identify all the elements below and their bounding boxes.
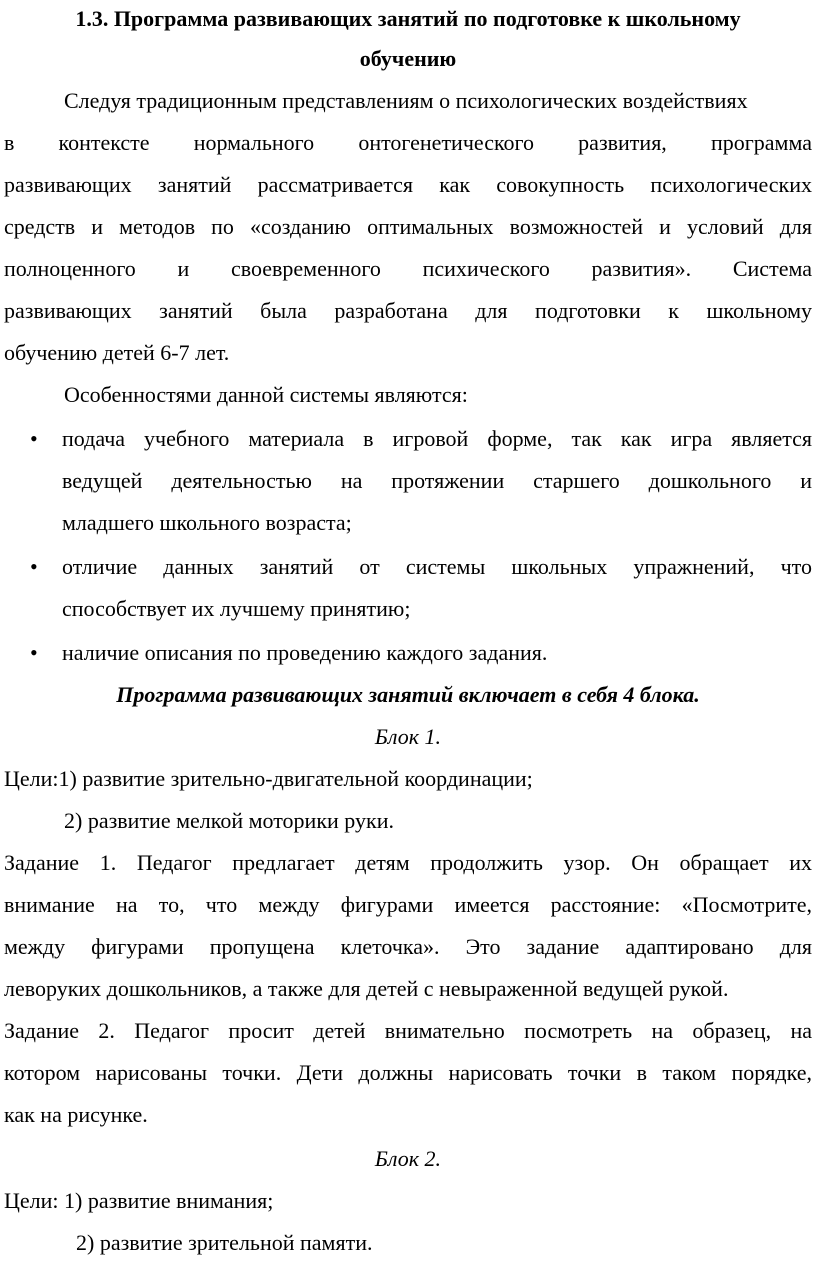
bullet-1-marker: • <box>30 426 38 451</box>
task-2-line-3: как на рисунке. <box>4 1102 148 1127</box>
task-2-line-1: Задание 2. Педагог просит детей внимательно посмотреть на образец, на <box>4 1018 812 1043</box>
block-1-goal-2: 2) развитие мелкой моторики руки. <box>64 808 394 833</box>
task-1-line-2: внимание на то, что между фигурами имеется расстояние: «Посмотрите, <box>4 892 812 917</box>
bullet-1-line-3: младшего школьного возраста; <box>62 510 352 535</box>
section-title-line-2: обучению <box>359 46 457 71</box>
intro-line-4: средств и методов по «созданию оптимальных возможностей и условий для <box>4 214 812 239</box>
intro-line-3: развивающих занятий рассматривается как совокупность психологических <box>4 172 812 197</box>
task-1-line-1: Задание 1. Педагог предлагает детям продолжить узор. Он обращает их <box>4 850 812 875</box>
task-1-line-4: леворуких дошкольников, а также для детей с невыраженной ведущей рукой. <box>4 976 729 1001</box>
bullet-3-text: наличие описания по проведению каждого задания. <box>62 640 548 665</box>
bullet-1-line-1 <box>4 426 812 452</box>
bullet-2-line-1 <box>4 554 812 580</box>
section-title-line-1: 1.3. Программа развивающих занятий по подготовке к школьному <box>75 6 741 31</box>
intro-line-6: развивающих занятий была разработана для подготовки к школьному <box>4 298 812 323</box>
intro-line-7: обучению детей 6-7 лет. <box>4 340 230 365</box>
bullet-2-text: отличие данных занятий от системы школьных упражнений, что <box>62 554 812 579</box>
block-2-title: Блок 2. <box>374 1146 442 1171</box>
bullet-1-line-2: ведущей деятельностью на протяжении старшего дошкольного и <box>62 468 812 493</box>
task-2-line-2: котором нарисованы точки. Дети должны нарисовать точки в таком порядке, <box>4 1060 812 1085</box>
bullet-2-marker: • <box>30 554 38 579</box>
block-2-goal-2: 2) развитие зрительной памяти. <box>76 1230 373 1255</box>
bullet-2-line-2: способствует их лучшему принятию; <box>62 596 411 621</box>
block-2-goal-1: Цели: 1) развитие внимания; <box>4 1188 274 1213</box>
task-1-line-3: между фигурами пропущена клеточка». Это задание адаптировано для <box>4 934 812 959</box>
block-1-goal-1: Цели:1) развитие зрительно-двигательной координации; <box>4 766 533 791</box>
block-1-title: Блок 1. <box>374 724 442 749</box>
bullet-1-text: подача учебного материала в игровой форме, так как игра является <box>62 426 812 451</box>
features-heading: Особенностями данной системы являются: <box>64 382 468 407</box>
intro-line-2: в контексте нормального онтогенетического развития, программа <box>4 130 812 155</box>
intro-line-5: полноценного и своевременного психического развития». Система <box>4 256 812 281</box>
bullet-3-line-1 <box>4 640 812 666</box>
program-heading: Программа развивающих занятий включает в себя 4 блока. <box>116 682 700 707</box>
bullet-3-marker: • <box>30 640 38 665</box>
intro-line-1: Следуя традиционным представлениям о психологических воздействиях <box>64 88 748 113</box>
